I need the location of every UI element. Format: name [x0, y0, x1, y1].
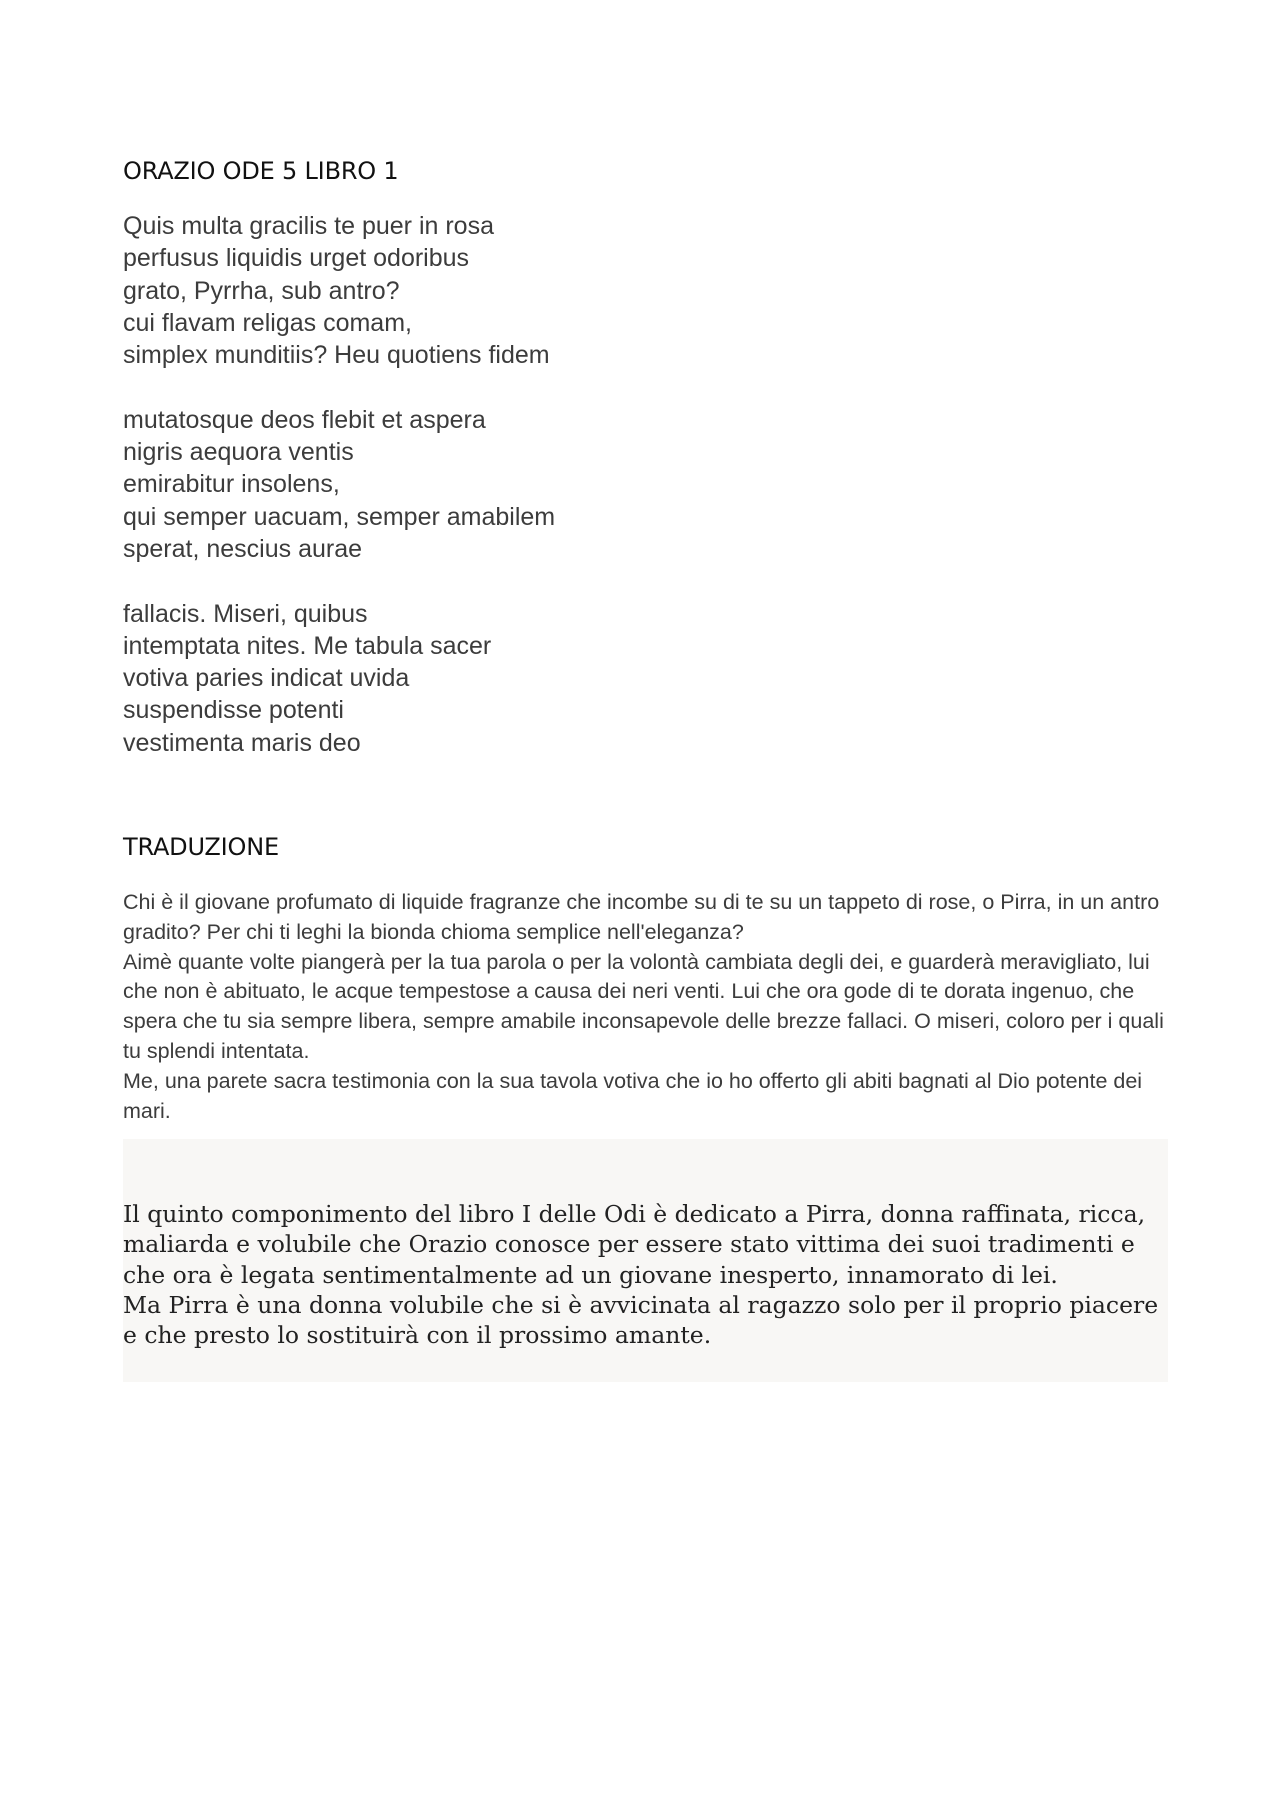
- poem-stanza: [123, 210, 555, 371]
- translation-paragraph: Chi è il giovane profumato di liquide fragranze che incombe su di te su un tappeto di rose, o Pirra, in un antro gradito? Per chi ti leghi la bionda chioma semplice nell'eleganza?: [123, 890, 1160, 944]
- commentary-box: [123, 1139, 1168, 1382]
- poem-verse: grato, Pyrrha, sub antro?: [123, 276, 400, 305]
- document-title: ORAZIO ODE 5 LIBRO 1: [123, 157, 399, 185]
- poem-verse: votiva paries indicat uvida: [123, 664, 410, 693]
- poem-verse: qui semper uacuam, semper amabilem: [123, 502, 556, 531]
- poem-verse: mutatosque deos flebit et aspera: [123, 405, 486, 434]
- poem-verse: vestimenta maris deo: [123, 728, 361, 757]
- poem-verse: suspendisse potenti: [123, 696, 344, 725]
- poem-verse: fallacis. Miseri, quibus: [123, 599, 368, 628]
- poem-verse: emirabitur insolens,: [123, 470, 340, 499]
- poem-verse: perfusus liquidis urget odoribus: [123, 244, 470, 273]
- commentary-paragraph: Ma Pirra è una donna volubile che si è avvicinata al ragazzo solo per il proprio piacere e che presto lo sostituirà con il prossimo amante.: [123, 1290, 1159, 1350]
- translation-paragraph: Me, una parete sacra testimonia con la sua tavola votiva che io ho offerto gli abiti bagnati al Dio potente dei mari.: [123, 1068, 1143, 1123]
- poem-verse: intemptata nites. Me tabula sacer: [123, 631, 492, 660]
- commentary-paragraph: Il quinto componimento del libro I delle Odi è dedicato a Pirra, donna raffinata, ricca, maliarda e volubile che Orazio conosce per essere stato vittima dei suoi tradimenti e che ora è legata sentimentalmente ad un giovane inesperto, innamorato di lei.: [123, 1200, 1146, 1289]
- poem-stanza: [123, 598, 555, 759]
- translation-paragraph: Aimè quante volte piangerà per la tua parola o per la volontà cambiata degli dei, e guarderà meravigliato, lui che non è abituato, le acque tempestose a causa dei neri venti. Lui che ora gode di te dorata ingenuo, che spera che tu sia sempre libera, sempre amabile inconsapevole delle brezze fallaci. O miseri, coloro per i quali tu splendi intentata.: [123, 949, 1164, 1063]
- translation-heading: TRADUZIONE: [123, 833, 279, 861]
- poem-verse: Quis multa gracilis te puer in rosa: [123, 212, 494, 240]
- poem-stanza: [123, 404, 555, 565]
- latin-poem: [123, 210, 555, 791]
- poem-verse: nigris aequora ventis: [123, 438, 354, 467]
- poem-verse: simplex munditiis? Heu quotiens fidem: [123, 341, 550, 370]
- commentary-text: [123, 1199, 1168, 1350]
- poem-verse: sperat, nescius aurae: [123, 534, 363, 563]
- poem-verse: cui flavam religas comam,: [123, 308, 412, 337]
- translation-body: [123, 888, 1168, 1126]
